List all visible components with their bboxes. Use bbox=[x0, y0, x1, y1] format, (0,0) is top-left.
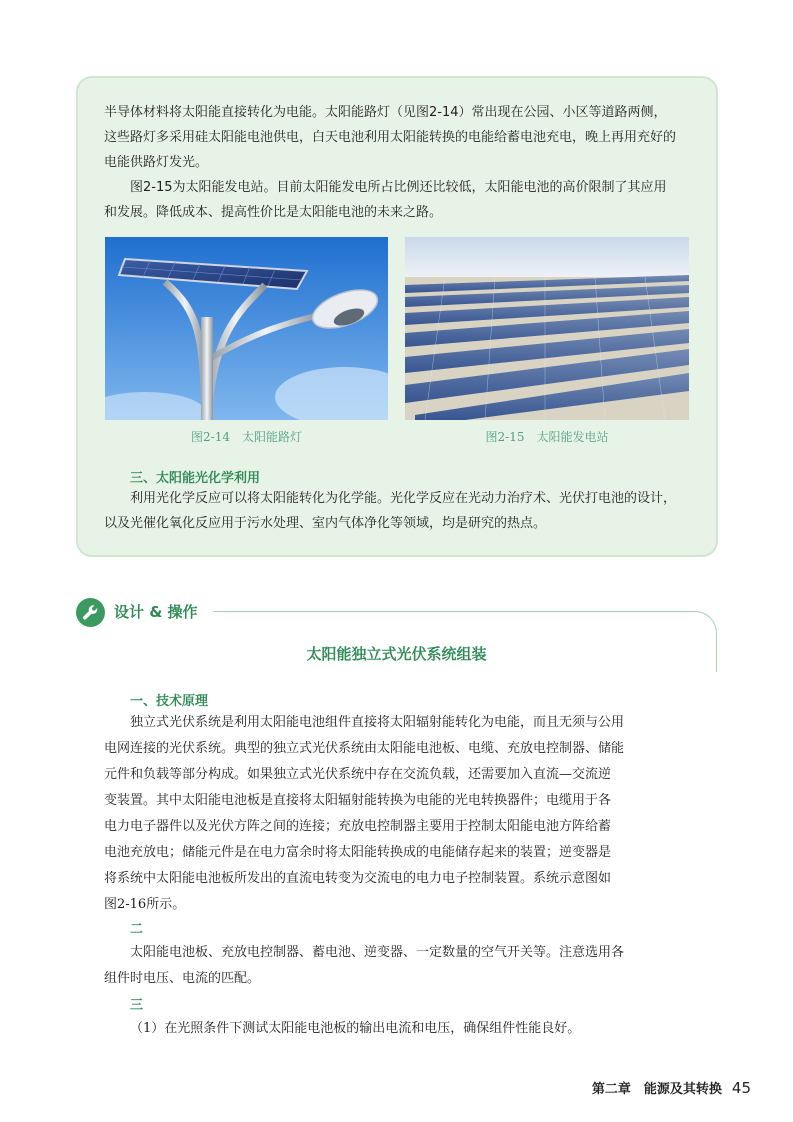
solar-street-light-photo bbox=[105, 237, 388, 420]
steps-line: （1）在光照条件下测试太阳能电池板的输出电流和电压，确保组件性能良好。 bbox=[130, 1021, 581, 1036]
project-title: 太阳能独立式光伏系统组装 bbox=[306, 645, 487, 663]
principle-line: 元件和负载等部分构成。如果独立式光伏系统中存在交流负载，还需要加入直流—交流逆 bbox=[104, 767, 612, 782]
materials-line: 组件时电压、电流的匹配。 bbox=[104, 971, 261, 986]
wrench-icon bbox=[76, 598, 105, 627]
figure-2-15-caption: 图2-15 太阳能发电站 bbox=[485, 430, 609, 444]
steps-heading: 三 bbox=[130, 998, 144, 1013]
info-paragraph-3-line-1: 利用光化学反应可以将太阳能转化为化学能。光化学反应在光动力治疗术、光伏打电池的设计， bbox=[130, 491, 677, 506]
page-number: 45 bbox=[731, 1079, 751, 1097]
info-paragraph-1-line-2: 这些路灯多采用硅太阳能电池供电，白天电池利用太阳能转换的电能给蓄电池充电，晚上再用充好的 bbox=[104, 130, 677, 145]
principle-line: 电池充放电；储能元件是在电力富余时将太阳能转换成的电能储存起来的装置；逆变器是 bbox=[104, 845, 612, 860]
materials-heading: 二 bbox=[130, 922, 144, 937]
info-paragraph-3-line-2: 以及光催化氧化反应用于污水处理、室内气体净化等领域，均是研究的热点。 bbox=[104, 516, 547, 531]
principle-line: 电网连接的光伏系统。典型的独立式光伏系统由太阳能电池板、电缆、充放电控制器、储能 bbox=[104, 741, 625, 756]
principle-line: 电力电子器件以及光伏方阵之间的连接；充放电控制器主要用于控制太阳能电池方阵给蓄 bbox=[104, 819, 612, 834]
info-paragraph-2-line-2: 和发展。降低成本、提高性价比是太阳能电池的未来之路。 bbox=[104, 205, 443, 220]
page-footer bbox=[592, 1078, 751, 1097]
photochemical-subheading: 三、太阳能光化学利用 bbox=[130, 471, 261, 486]
figure-2-14-caption: 图2-14 太阳能路灯 bbox=[191, 430, 302, 444]
section-title: 设计 & 操作 bbox=[114, 603, 198, 621]
principle-line: 将系统中太阳能电池板所发出的直流电转变为交流电的电力电子控制装置。系统示意图如 bbox=[104, 871, 612, 886]
chapter-label: 第二章 能源及其转换 bbox=[591, 1082, 722, 1097]
materials-line: 太阳能电池板、充放电控制器、蓄电池、逆变器、一定数量的空气开关等。注意选用各 bbox=[130, 945, 625, 960]
solar-power-station-photo bbox=[405, 237, 689, 420]
principle-line: 图2-16所示。 bbox=[104, 897, 186, 912]
principle-line: 独立式光伏系统是利用太阳能电池组件直接将太阳辐射能转化为电能，而且无须与公用 bbox=[130, 715, 625, 730]
info-paragraph-2-line-1: 图2-15为太阳能发电站。目前太阳能发电所占比例还比较低，太阳能电池的高价限制了其应用 bbox=[130, 180, 667, 195]
section-divider bbox=[213, 611, 693, 612]
principle-line: 变装置。其中太阳能电池板是直接将太阳辐射能转换为电能的光电转换器件；电缆用于各 bbox=[104, 793, 612, 808]
principle-heading: 一、技术原理 bbox=[130, 694, 209, 709]
info-paragraph-1-line-1: 半导体材料将太阳能直接转化为电能。太阳能路灯（见图2-14）常出现在公园、小区等道路两侧， bbox=[104, 105, 667, 120]
info-paragraph-1-line-3: 电能供路灯发光。 bbox=[104, 155, 209, 170]
